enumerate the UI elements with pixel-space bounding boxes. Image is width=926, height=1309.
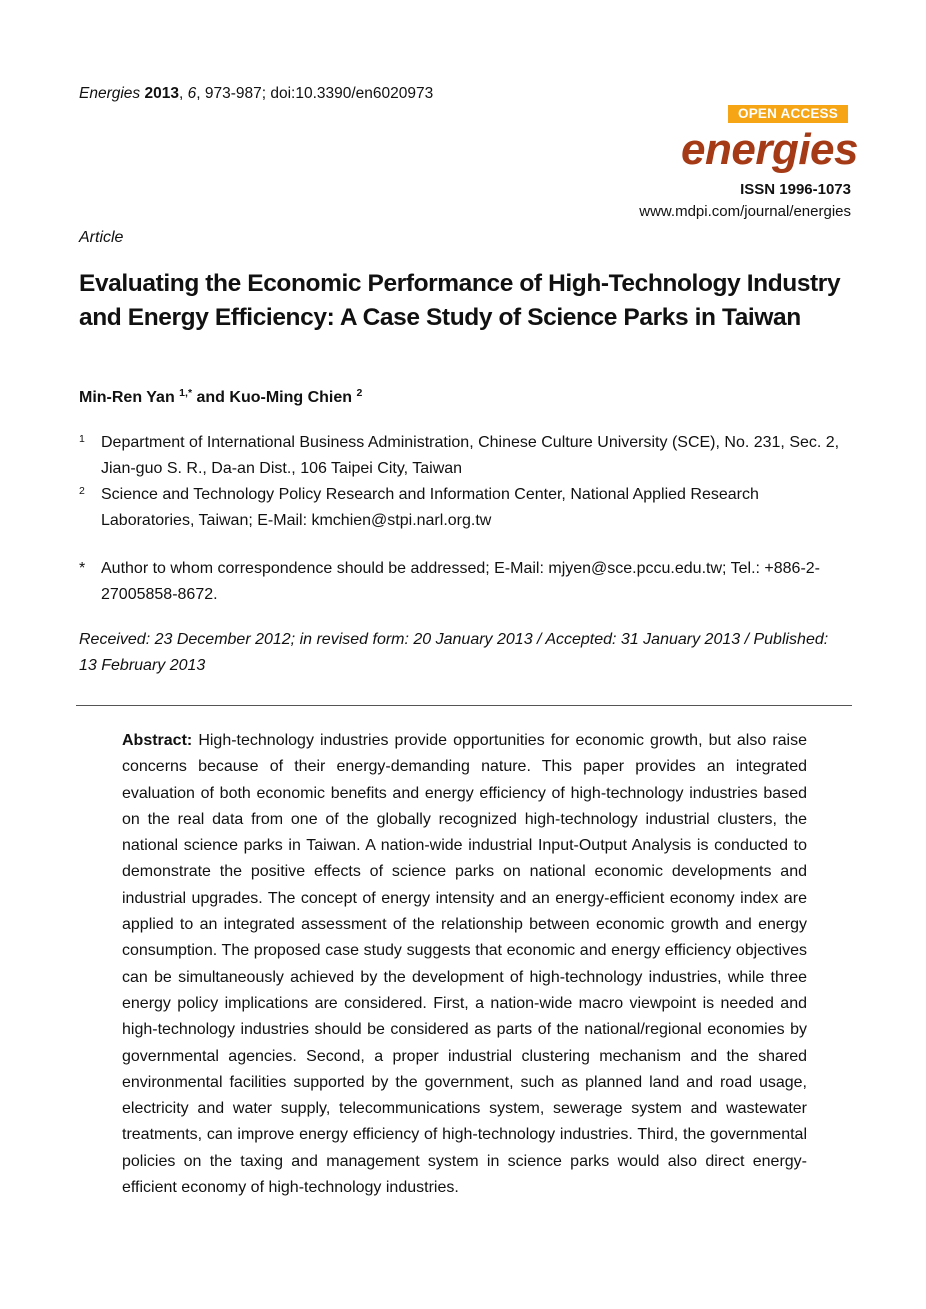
open-access-badge: OPEN ACCESS bbox=[728, 105, 848, 123]
affiliation-item bbox=[79, 430, 849, 482]
affiliation-number: 1 bbox=[79, 433, 85, 445]
affiliation-item bbox=[79, 482, 849, 534]
citation-line: Energies 2013, 6, 973-987; doi:10.3390/en6020973 bbox=[79, 85, 434, 102]
citation-volume: 6 bbox=[187, 85, 197, 102]
author-conjunction: and bbox=[196, 389, 225, 406]
affiliation-list bbox=[79, 430, 849, 534]
journal-logo: energies bbox=[681, 125, 858, 174]
affiliation-text: Science and Technology Policy Research and Information Center, National Applied Research Laboratories, Taiwan; E-Mail: kmchien@stpi.narl.org.tw bbox=[101, 486, 759, 529]
correspondence-note bbox=[79, 556, 849, 608]
header-divider bbox=[76, 705, 852, 706]
article-type-label: Article bbox=[79, 229, 124, 246]
citation-pages-doi[interactable]: , 973-987; doi:10.3390/en6020973 bbox=[196, 85, 434, 102]
author-name: Kuo-Ming Chien bbox=[229, 389, 353, 406]
author-name: Min-Ren Yan bbox=[79, 389, 175, 406]
abstract-block bbox=[122, 728, 807, 1201]
journal-url-link[interactable]: www.mdpi.com/journal/energies bbox=[639, 203, 851, 220]
paper-title: Evaluating the Economic Performance of High-Technology Industry and Energy Efficiency: A Case Study of Science Parks in Taiwan bbox=[79, 270, 841, 331]
issn-text: ISSN 1996-1073 bbox=[740, 181, 851, 198]
correspondence-mark: * bbox=[79, 560, 86, 577]
abstract-text: High-technology industries provide opportunities for economic growth, but also raise concerns because of their energy-demanding nature. This paper provides an integrated evaluation of both economic benefits and energy efficiency of high-technology industries based on the real data from one of the globally recognized high-technology industrial clusters, the national science parks in Taiwan. A nation-wide industrial Input-Output Analysis is conducted to demonstrate the positive effects of science parks on national economic developments and industrial upgrades. The concept of energy intensity and an energy-efficient economy index are applied to an integrated assessment of the relationship between economic growth and energy consumption. The proposed case study suggests that economic and energy efficiency objectives can be simultaneously achieved by the development of high-technology industries, while three energy policy implications are considered. First, a nation-wide macro viewpoint is needed and high-technology industries should be considered as parts of the national/regional economies by governmental agencies. Second, a proper industrial clustering mechanism and the shared environmental facilities supported by the government, such as planned land and road usage, electricity and water supply, telecommunications system, sewerage system and wastewater treatments, can improve energy efficiency of high-technology industries. Third, the governmental policies on the taxing and management system in science parks would also direct energy-efficient economy of high-technology industries. bbox=[122, 732, 808, 1197]
citation-year: 2013 bbox=[144, 85, 179, 102]
correspondence-text: Author to whom correspondence should be addressed; E-Mail: mjyen@sce.pccu.edu.tw; Tel.: +886-2-27005858-8672. bbox=[101, 560, 820, 603]
affiliation-text: Department of International Business Administration, Chinese Culture University (SCE), No. 231, Sec. 2, Jian-guo S. R., Da-an Dist., 106 Taipei City, Taiwan bbox=[101, 434, 840, 477]
author-affiliation-sup: 1,* bbox=[179, 387, 193, 399]
author-affiliation-sup: 2 bbox=[356, 387, 363, 399]
corresponding-mark: * bbox=[187, 387, 193, 399]
affiliation-number: 2 bbox=[79, 485, 85, 497]
publication-dates: Received: 23 December 2012; in revised form: 20 January 2013 / Accepted: 31 January 2013 / Published: 13 February 2013 bbox=[79, 631, 829, 674]
author-list bbox=[79, 386, 362, 410]
abstract-label: Abstract: bbox=[122, 732, 193, 749]
journal-name: Energies bbox=[79, 85, 141, 102]
